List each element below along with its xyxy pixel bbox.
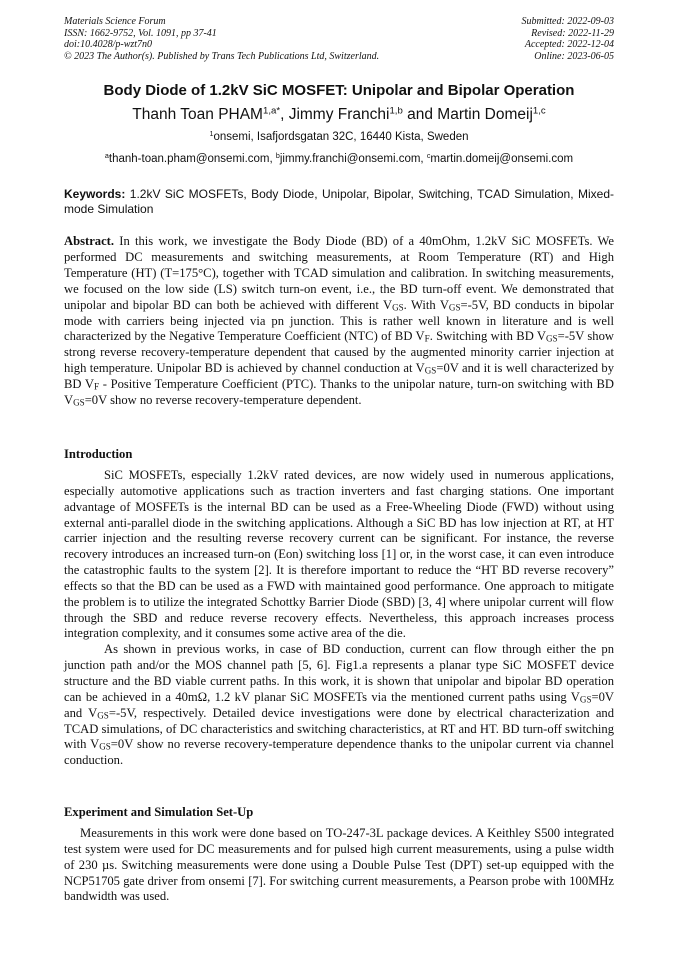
date-revised: Revised: 2022-11-29 [531,27,614,39]
abstract-text: . With V [403,297,449,312]
affiliation-mark: 1 [209,130,214,139]
section-heading-introduction: Introduction [64,447,133,461]
abstract-text: . Switching with BD V [429,329,547,344]
running-header [64,16,614,62]
doi: doi:10.4028/p-wzt7n0 [64,39,153,50]
author-separator: and [402,106,438,123]
date-online: Online: 2023-06-05 [534,50,614,62]
copyright: © 2023 The Author(s). Published by Trans Tech Publications Ltd, Switzerland. [64,50,380,62]
paper-title: Body Diode of 1.2kV SiC MOSFET: Unipolar and Bipolar Operation [103,82,575,99]
author-affil-mark: 1,a* [262,105,281,117]
abstract-text: =0V show no reverse recovery-temperature dependent. [84,393,362,408]
email-c: martin.domeij@onsemi.com [430,153,574,165]
abstract-text: - Positive Temperature Coefficient (PTC). Thanks to the unipolar nature, turn-on switching with BD V [64,377,614,408]
subscript: GS [97,710,109,721]
paragraph-text: =-5V, respectively. Detailed device investigations were done by electrical characterization and TCAD simulations, of DC characteristics and switching characteristics, at RT and HT. BD turn-off switching with V [64,705,614,752]
publication-dates [522,16,615,62]
subscript: F [94,381,100,392]
paragraph-text: As shown in previous works, in case of BD conduction, current can flow through either the pn junction path and/or the MOS channel path [5, 6]. Fig1.a represents a planar type SiC MOSFET device structure and the BD viable current paths. In this work, it is shown that unipolar and bipolar BD operation can be achieved in a 40mΩ, 1.2 kV planar SiC MOSFETs via the mentioned current paths using V [64,642,614,704]
affiliation [0,131,678,143]
subscript: GS [99,741,111,752]
subscript: GS [424,365,437,376]
subscript: GS [392,301,404,312]
abstract-text: =-5V, BD conducts in bipolar mode with carriers being injected via pn junction. This is rather well known in literature and is well characterized by the Negative Temperature Coefficient (NTC) of BD V [64,297,615,344]
paragraph-text: =0V and V [64,689,614,720]
journal-info [64,16,379,62]
paragraph-text: =0V show no reverse recovery-temperature dependence thanks to the unipolar current via channel conduction. [64,737,614,768]
email-mark: b [275,152,280,161]
date-submitted: Submitted: 2022-09-03 [521,16,614,27]
introduction-body [64,468,614,769]
subscript: F [424,333,430,344]
paragraph [64,642,614,769]
author-name: Martin Domeij [437,106,533,123]
subscript: GS [546,333,558,344]
keywords-label: Keywords: [64,187,126,201]
email-a: thanh-toan.pham@onsemi.com, [108,153,276,165]
paragraph: SiC MOSFETs, especially 1.2kV rated devices, are now widely used in numerous applications, especially automotive applications such as traction inverters and fast charging stations. One important advantage of MOSFETs is the internal BD can be used as a Free-Wheeling Diode (FWD) without using external anti-parallel diode in the switching applications. Although a SiC BD has low injection at RT, at HT carrier injection and the resulting reverse recovery current can be significant. For instance, the reverse recovery introduces an increased turn-on (Eon) switching loss [1] or, in the worst case, it can even introduce the catastrophic faults to the system [2]. It is therefore important to reduce the “HT BD reverse recovery” effects so that the BD can be used as a FWD with maintained good performance. One approach to mitigate the problem is to utilize the integrated Schottky Barrier Diode (SBD) [3, 4] where unipolar current will flow through the SBD and reduce reverse recovery effects. Nevertheless, this approach increases process integration complexity, and it consumes some active area of the die. [64,468,614,641]
subscript: GS [579,694,592,705]
author-affil-mark: 1,b [389,105,403,117]
affiliation-text: onsemi, Isafjordsgatan 32C, 16440 Kista, Sweden [213,131,469,143]
author-list [0,106,678,124]
email-b: jimmy.franchi@onsemi.com, [279,153,427,165]
subscript: GS [448,301,461,312]
experiment-body [64,826,614,905]
keywords-text: 1.2kV SiC MOSFETs, Body Diode, Unipolar, Bipolar, Switching, TCAD Simulation, Mixed-mode Simulation [64,187,614,216]
section-heading-experiment: Experiment and Simulation Set-Up [64,805,254,819]
abstract-label: Abstract. [64,234,115,248]
journal-name: Materials Science Forum [64,16,166,27]
author-emails [0,153,678,165]
subscript: GS [73,397,85,408]
abstract-text: =-5V show strong reverse recovery-temperature dependent that caused by the augmented minority carrier injection at high temperature. Unipolar BD is achieved by channel conduction at V [64,329,614,376]
keywords [64,187,614,217]
email-mark: c [426,152,431,161]
abstract-text: In this work, we investigate the Body Diode (BD) of a 40mOhm, 1.2kV SiC MOSFETs. We performed DC measurements and switching measurements, at Room Temperature (RT) and High Temperature (HT) (T=175°C), together with TCAD simulation and calibration. In switching measurements, we focused on the low side (LS) switch turn-on event, i.e., the BD turn-off event. We demonstrated that unipolar and bipolar BD can both be achieved with different V [64,234,614,312]
author-name: Thanh Toan PHAM [132,106,263,123]
author-affil-mark: 1,c [532,105,546,117]
paragraph: Measurements in this work were done based on TO-247-3L package devices. A Keithley S500 integrated test system were used for DC measurements and for pulsed high current measurements, using a pulse width of 230 µs. Switching measurements were done using a Double Pulse Test (DPT) set-up equipped with the NCP51705 gate driver from onsemi [7]. For switching current measurements, a Pearson probe with 100MHz bandwidth was used. [64,826,614,904]
issn-info: ISSN: 1662-9752, Vol. 1091, pp 37-41 [64,27,217,39]
date-accepted: Accepted: 2022-12-04 [524,39,614,50]
author-name: Jimmy Franchi [288,106,390,123]
email-mark: a [104,152,109,161]
abstract-text: =0V and it is well characterized by BD V [64,361,614,392]
author-separator: , [280,106,289,123]
abstract [64,234,614,409]
